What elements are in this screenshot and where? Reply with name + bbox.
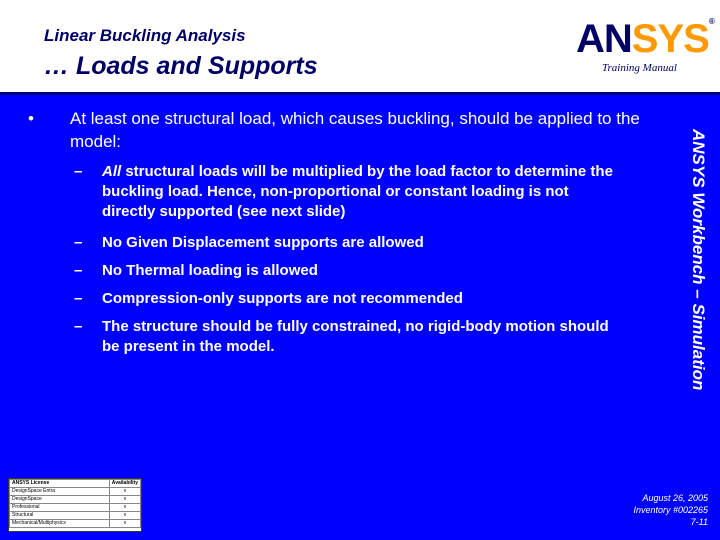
- dash-marker: –: [74, 234, 83, 251]
- sub-bullet: [74, 317, 614, 357]
- license-table: [8, 478, 142, 532]
- sub-bullet: [74, 261, 614, 281]
- dash-marker: –: [74, 163, 83, 180]
- dash-marker: –: [74, 262, 83, 279]
- section-title: Linear Buckling Analysis: [44, 26, 246, 45]
- table-row: Mechanical/Multiphysics x: [10, 520, 141, 528]
- sub-bullet: [74, 233, 614, 253]
- bullet-marker: •: [28, 109, 34, 128]
- page-number: 7-11: [690, 517, 708, 527]
- footer-date: August 26, 2005: [642, 493, 708, 503]
- main-bullet: [28, 107, 648, 153]
- footer-inventory: Inventory #002265: [633, 505, 708, 515]
- dash-marker: –: [74, 318, 83, 335]
- sub-bullet: [74, 162, 614, 222]
- sub-bullet-text: All structural loads will be multiplied by the load factor to determine the buckling load. Hence, non-proportional or constant loading is not directly supported (see next slide): [102, 163, 613, 220]
- table-row: DesignSpace x: [10, 496, 141, 504]
- header-bar: [0, 0, 720, 95]
- training-manual-label: Training Manual: [602, 62, 677, 74]
- sub-bullet-text: No Thermal loading is allowed: [102, 262, 318, 279]
- side-title-text: ANSYS Workbench – Simulation: [689, 129, 708, 391]
- sub-bullet: [74, 289, 614, 309]
- main-bullet-text: At least one structural load, which causes buckling, should be applied to the model:: [70, 109, 640, 151]
- slide-title: … Loads and Supports: [44, 52, 318, 80]
- table-row: Structural x: [10, 512, 141, 520]
- side-title: [680, 100, 716, 420]
- table-row: Professional x: [10, 504, 141, 512]
- dash-marker: –: [74, 290, 83, 307]
- footer-info: [508, 492, 708, 528]
- ansys-logo: ANSYS®: [576, 17, 714, 61]
- sub-bullet-text: The structure should be fully constrained, no rigid-body motion should be present in the model.: [102, 318, 609, 355]
- sub-bullet-text: Compression-only supports are not recommended: [102, 290, 463, 307]
- header-divider: [0, 92, 720, 95]
- sub-bullet-text: No Given Displacement supports are allowed: [102, 234, 424, 251]
- table-row: DesignSpace Entra x: [10, 488, 141, 496]
- license-table-header: ANSYS License Availability: [10, 480, 141, 488]
